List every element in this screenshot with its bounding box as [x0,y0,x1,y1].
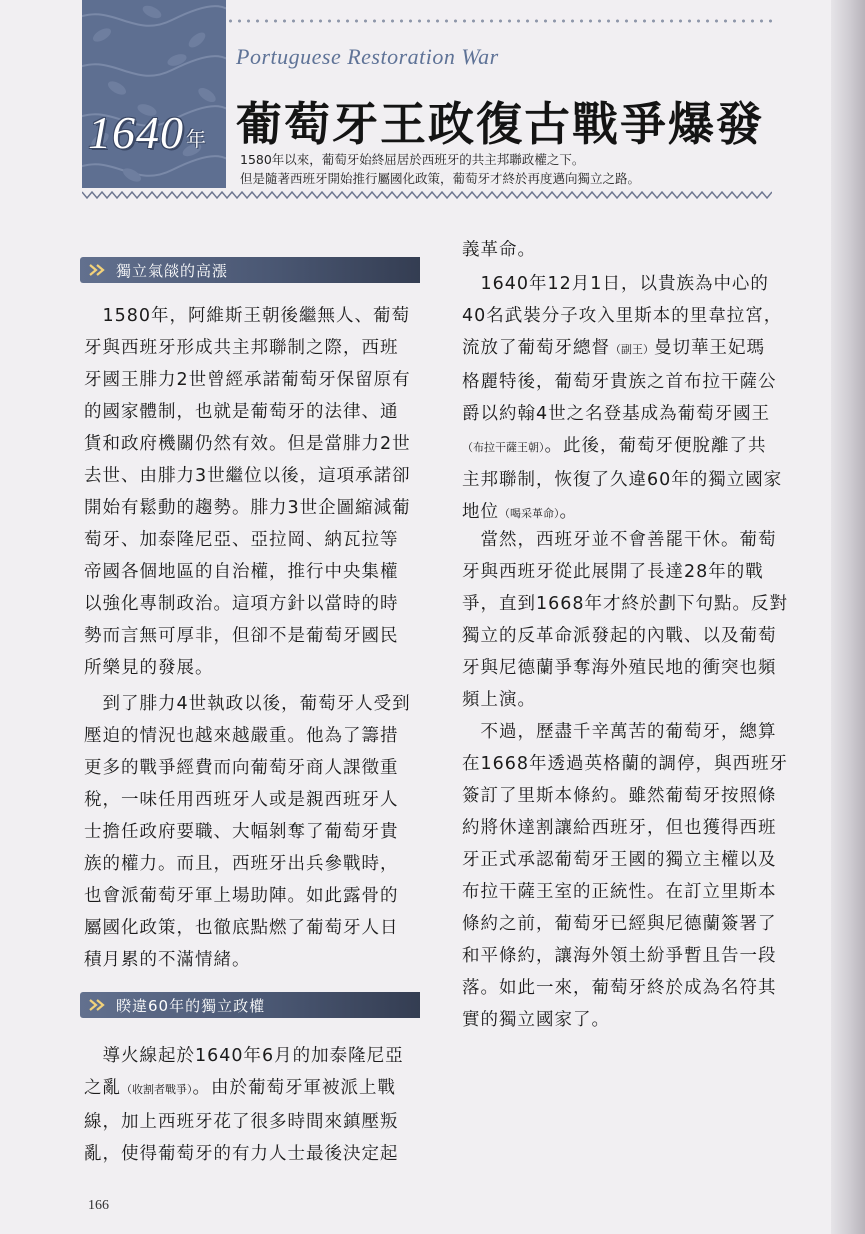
paragraph [462,524,802,716]
text-line: 和平條約，讓海外領土紛爭暫且告一段 [462,946,777,966]
text-line: 義革命。 [462,240,536,260]
text-line: 1640年12月1日，以貴族為中心的 [462,274,769,294]
text-line: 貨和政府機關仍然有效。但是當腓力2世 [84,434,411,454]
text-line: 格麗特後，葡萄牙貴族之首布拉干薩公 [462,372,777,392]
year-number: 1640 [88,107,184,158]
text-line: 布拉干薩王室的正統性。在訂立里斯本 [462,882,777,902]
text-line: 爵以約翰4世之名登基成為葡萄牙國王 [462,404,771,424]
text-line: 主邦聯制，恢復了久違60年的獨立國家 [462,470,783,490]
text-line: 去世、由腓力3世繼位以後，這項承諾卻 [84,466,411,486]
text-line: 所樂見的發展。 [84,658,214,678]
text-line: 導火線起於1640年6月的加泰隆尼亞 [84,1046,404,1066]
english-subtitle: Portuguese Restoration War [236,44,499,69]
leaf-pattern-icon [82,0,226,188]
paragraph [84,300,426,684]
text-line: 當然，西班牙並不會善罷干休。葡萄 [462,530,777,550]
text-line: 亂，使得葡萄牙的有力人士最後決定起 [84,1144,399,1164]
section-heading-label: 睽違60年的獨立政權 [116,996,266,1015]
text-line: 更多的戰爭經費而向葡萄牙商人課徵重 [84,758,399,778]
section-heading-regime [80,992,420,1018]
text-line: 到了腓力4世執政以後，葡萄牙人受到 [84,694,411,714]
text-line: 不過，歷盡千辛萬苦的葡萄牙，總算 [462,722,777,742]
header-dotted-rule [226,18,772,24]
text-line: 萄牙、加泰隆尼亞、亞拉岡、納瓦拉等 [84,530,399,550]
text-line: 積月累的不滿情緒。 [84,950,251,970]
annotation-note: （副王） [610,343,654,356]
text-line: 族的權力。而且，西班牙出兵參戰時， [84,854,399,874]
text-line: 牙與西班牙形成共主邦聯制之際，西班 [84,338,399,358]
year-badge [88,96,206,156]
text-line: 流放了葡萄牙總督（副王）曼切華王妃瑪 [462,338,765,358]
text-line: 條約之前，葡萄牙已經與尼德蘭簽署了 [462,914,777,934]
header-decoration-panel [82,0,226,188]
book-spine-shadow [831,0,865,1234]
text-line: 以強化專制政治。這項方針以當時的時 [84,594,399,614]
text-line: 壓迫的情況也越來越嚴重。他為了籌措 [84,726,399,746]
text-line: 之亂（收割者戰爭）。由於葡萄牙軍被派上戰 [84,1078,396,1098]
text-line: 頻上演。 [462,690,536,710]
text-line: 牙與西班牙從此展開了長達28年的戰 [462,562,764,582]
text-line: 士擔任政府要職、大幅剝奪了葡萄牙貴 [84,822,399,842]
text-line: 獨立的反革命派發起的內戰、以及葡萄 [462,626,777,646]
text-line: 屬國化政策，也徹底點燃了葡萄牙人日 [84,918,399,938]
annotation-note: （收割者戰爭） [121,1083,193,1096]
text-line: 開始有鬆動的趨勢。腓力3世企圖縮減葡 [84,498,411,518]
page-title: 葡萄牙王政復古戰爭爆發 [236,97,764,151]
text-line: 也會派葡萄牙軍上場助陣。如此露骨的 [84,886,399,906]
paragraph [84,688,426,976]
page-number: 166 [88,1198,109,1213]
text-line: 線，加上西班牙花了很多時間來鎮壓叛 [84,1112,399,1132]
annotation-note: （布拉干薩王朝） [462,441,545,454]
year-suffix: 年 [186,127,206,151]
section-heading-independence [80,257,420,283]
text-line: 牙與尼德蘭爭奪海外殖民地的衝突也頻 [462,658,777,678]
text-line: 地位（喝采革命）。 [462,502,578,522]
text-line: 帝國各個地區的自治權，推行中央集權 [84,562,399,582]
text-line: 實的獨立國家了。 [462,1010,610,1030]
text-line: 在1668年透過英格蘭的調停，與西班牙 [462,754,789,774]
double-chevron-icon [88,997,112,1013]
text-line: 牙正式承認葡萄牙王國的獨立主權以及 [462,850,777,870]
text-line: 簽訂了里斯本條約。雖然葡萄牙按照條 [462,786,777,806]
section-heading-label: 獨立氣燄的高漲 [116,261,229,280]
paragraph [84,1040,426,1170]
text-line: 落。如此一來，葡萄牙終於成為名符其 [462,978,777,998]
paragraph [462,716,802,1036]
text-line: 40名武裝分子攻入里斯本的里韋拉宮， [462,306,783,326]
paragraph [462,234,802,266]
annotation-note: （喝采革命） [499,507,560,520]
header-description [240,150,740,188]
double-chevron-icon [88,262,112,278]
text-line: （布拉干薩王朝）。此後，葡萄牙便脫離了共 [462,436,767,456]
text-line: 稅，一味任用西班牙人或是親西班牙人 [84,790,399,810]
text-line: 牙國王腓力2世曾經承諾葡萄牙保留原有 [84,370,411,390]
paragraph [462,268,802,530]
header-description-line: 1580年以來，葡萄牙始終屈居於西班牙的共主邦聯政權之下。 [240,152,585,167]
header-description-line: 但是隨著西班牙開始推行屬國化政策，葡萄牙才終於再度邁向獨立之路。 [240,171,641,186]
header-zigzag-border [82,190,772,200]
text-line: 1580年，阿維斯王朝後繼無人、葡萄 [84,306,411,326]
text-line: 爭，直到1668年才終於劃下句點。反對 [462,594,789,614]
text-line: 勢而言無可厚非，但卻不是葡萄牙國民 [84,626,399,646]
text-line: 約將休達割讓給西班牙，但也獲得西班 [462,818,777,838]
text-line: 的國家體制，也就是葡萄牙的法律、通 [84,402,399,422]
